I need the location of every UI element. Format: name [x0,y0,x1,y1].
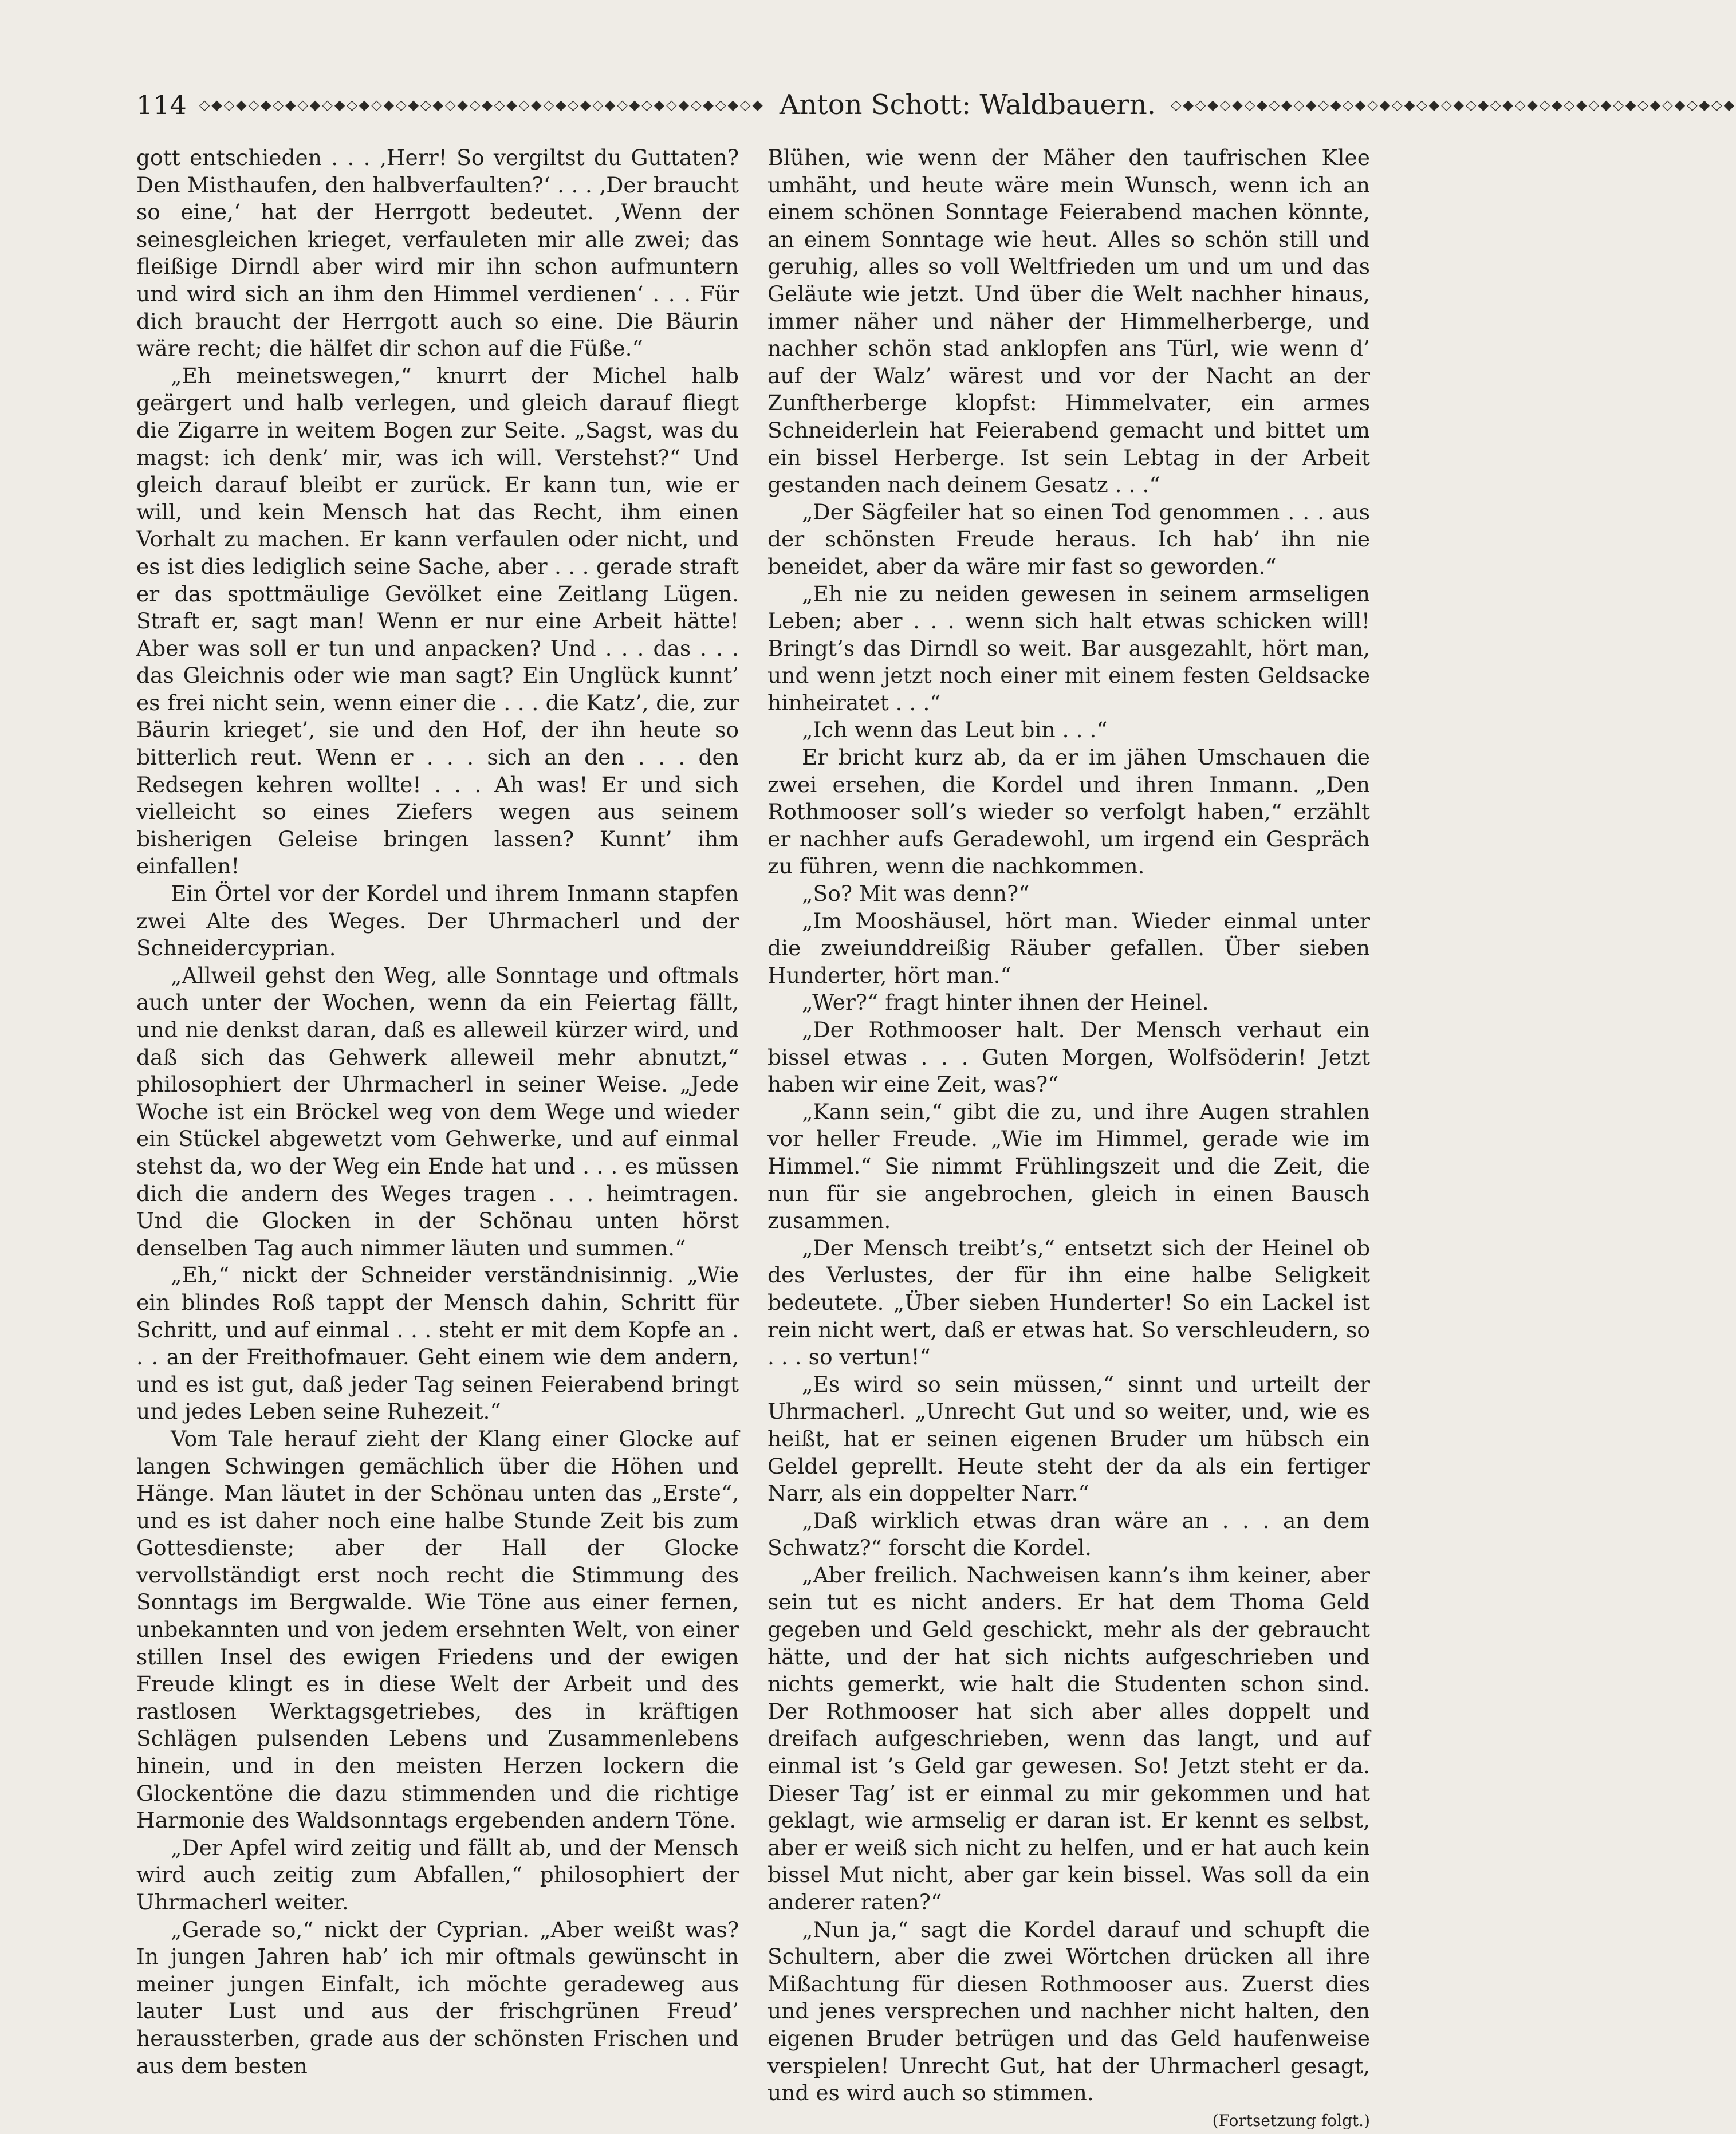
right-column [767,144,1370,2130]
paragraph: „Eh meinetswegen,“ knurrt der Michel halb geärgert und halb verlegen, und gleich darauf fliegt die Zigarre in weitem Bogen zur Seite. „Sagst, was du magst: ich denk’ mir, was ich will. Verstehst?“ Und gleich darauf bleibt er zurück. Er kann tun, wie er will, und kein Mensch hat das Recht, ihm einen Vorhalt zu machen. Er kann verfaulen oder nicht, und es ist dies lediglich seine Sache, aber . . . gerade straft er das spottmäulige Gevölket eine Zeitlang Lügen. Straft er, sagt man! Wenn er nur eine Arbeit hätte! Aber was soll er tun und anpacken? Und . . . das . . . das Gleichnis oder wie man sagt? Ein Unglück kunnt’ es frei nicht sein, wenn einer die . . . die Katz’, die, zur Bäurin krieget’, sie und den Hof, der ihn heute so bitterlich reut. Wenn er . . . sich an den . . . den Redsegen kehren wollte! . . . Ah was! Er und sich vielleicht so eines Ziefers wegen aus seinem bisherigen Geleise bringen lassen? Kunnt’ ihm einfallen! [136,363,739,879]
paragraph: „Kann sein,“ gibt die zu, und ihre Augen strahlen vor heller Freude. „Wie im Himmel, gerade wie im Himmel.“ Sie nimmt Frühlingszeit und die Zeit, die nun für sie angebrochen, gleich in einen Bausch zusammen. [767,1099,1370,1234]
paragraph: „Ich wenn das Leut bin . . .“ [802,717,1108,743]
paragraph: „Der Mensch treibt’s,“ entsetzt sich der Heinel ob des Verlustes, der für ihn eine halbe Seligkeit bedeutete. „Über sieben Hunderter! So ein Lackel ist rein nicht wert, daß er etwas hat. So verschleudern, so . . . so vertun!“ [767,1235,1370,1370]
running-title: Anton Schott: Waldbauern. [779,89,1156,121]
page-header [136,85,1736,125]
paragraph: „Im Mooshäusel, hört man. Wieder einmal unter die zweiunddreißig Räuber gefallen. Über sieben Hunderter, hört man.“ [767,908,1370,988]
paragraph: „Nun ja,“ sagt die Kordel darauf und schupft die Schultern, aber die zwei Wörtchen drücken all ihre Mißachtung für diesen Rothmooser aus. Zuerst dies und jenes versprechen und nachher nicht halten, den eigenen Bruder betrügen und das Geld haufenweise verspielen! Unrecht Gut, hat der Uhrmacherl gesagt, und es wird auch so stimmen. [767,1916,1370,2106]
paragraph: „Eh nie zu neiden gewesen in seinem armseligen Leben; aber . . . wenn sich halt etwas schicken will! Bringt’s das Dirndl so weit. Bar ausgezahlt, hört man, und wenn jetzt noch einer mit einem festen Geldsacke hinheiratet . . .“ [767,581,1370,715]
paragraph: Ein Örtel vor der Kordel und ihrem Inmann stapfen zwei Alte des Weges. Der Uhrmacherl und der Schneidercyprian. [136,881,739,961]
paragraph: gott entschieden . . . ‚Herr! So vergiltst du Guttaten? Den Misthaufen, den halbverfaulten?‘ . . . ‚Der braucht so eine,‘ hat der Herrgott bedeutet. ‚Wenn der seinesgleichen krieget, verfauleten mir alle zwei; das fleißige Dirndl aber wird mir ihn schon aufmuntern und wird sich an ihm den Himmel verdienen‘ . . . Für dich braucht der Herrgott auch so eine. Die Bäurin wäre recht; die hälfet dir schon auf die Füße.“ [136,145,739,361]
paragraph: „So? Mit was denn?“ [802,881,1030,907]
paragraph: „Daß wirklich etwas dran wäre an . . . an dem Schwatz?“ forscht die Kordel. [767,1507,1370,1561]
paragraph: „Aber freilich. Nachweisen kann’s ihm keiner, aber sein tut es nicht anders. Er hat dem Thoma Geld gegeben und Geld geschickt, mehr als der gebraucht hätte, und der hat sich nichts aufgeschrieben und nichts gemerkt, wie halt die Studenten schon sind. Der Rothmooser hat sich aber alles doppelt und dreifach aufgeschrieben, wenn das langt, und auf einmal ist ’s Geld gar gewesen. So! Jetzt steht er da. Dieser Tag’ ist er einmal zu mir gekommen und hat geklagt, wie armselig er daran ist. Er kennt es selbst, aber er weiß sich nicht zu helfen, und er hat auch kein bissel Mut nicht, aber gar kein bissel. Was soll da ein anderer raten?“ [767,1562,1370,1915]
paragraph: Blühen, wie wenn der Mäher den taufrischen Klee umhäht, und heute wäre mein Wunsch, wenn ich an einem schönen Sonntage Feierabend machen könnte, an einem Sonntage wie heut. Alles so schön still und geruhig, alles so voll Weltfrieden um und um und das Geläute wie jetzt. Und über die Welt nachher hinaus, immer näher und näher der Himmelherberge, und nachher schön stad anklopfen ans Türl, wie wenn d’ auf der Walz’ wärest und vor der Nacht an der Zunftherberge klopfst: Himmelvater, ein armes Schneiderlein hat Feierabend gemacht und bittet um ein bissel Herberge. Ist sein Lebtag in der Arbeit gestanden nach deinem Gesatz . . .“ [767,145,1370,498]
paragraph: „Der Apfel wird zeitig und fällt ab, und der Mensch wird auch zeitig zum Abfallen,“ philosophiert der Uhrmacherl weiter. [136,1834,739,1915]
ornament-left: ◇◆◇◆◇◆◇◆◇◆◇◆◇◆◇◆◇◆◇◆◇◆◇◆◇◆◇◆◇◆◇◆◇◆◇◆◇◆◇◆◇◆◇◆◇◆ [199,97,765,113]
page-number: 114 [136,89,187,120]
paragraph: „Allweil gehst den Weg, alle Sonntage und oftmals auch unter der Wochen, wenn da ein Feiertag fällt, und nie denkst daran, daß es alleweil kürzer wird, und daß sich das Gehwerk alleweil mehr abnutzt,“ philosophiert der Uhrmacherl in seiner Weise. „Jede Woche ist ein Bröckel weg von dem Wege und wieder ein Stückel abgewetzt vom Gehwerke, und auf einmal stehst da, wo der Weg ein Ende hat und . . . es müssen dich die andern des Weges tragen . . . heimtragen. Und die Glocken in der Schönau unten hörst denselben Tag auch nimmer läuten und summen.“ [136,962,739,1261]
left-column [136,144,739,2078]
paragraph: „Der Rothmooser halt. Der Mensch verhaut ein bissel etwas . . . Guten Morgen, Wolfsöderin! Jetzt haben wir eine Zeit, was?“ [767,1017,1370,1097]
paragraph: Er bricht kurz ab, da er im jähen Umschauen die zwei ersehen, die Kordel und ihren Inmann. „Den Rothmooser soll’s wieder so verfolgt haben,“ erzählt er nachher aufs Geradewohl, um irgend ein Gespräch zu führen, wenn die nachkommen. [767,745,1370,879]
ornament-right: ◇◆◇◆◇◆◇◆◇◆◇◆◇◆◇◆◇◆◇◆◇◆◇◆◇◆◇◆◇◆◇◆◇◆◇◆◇◆◇◆◇◆◇◆◇◆ [1171,97,1736,113]
paragraph: „Es wird so sein müssen,“ sinnt und urteilt der Uhrmacherl. „Unrecht Gut und so weiter, und, wie es heißt, hat er seinen eigenen Bruder um hübsch ein Geldel geprellt. Heute steht der da als ein fertiger Narr, als ein doppelter Narr.“ [767,1371,1370,1506]
paragraph: „Gerade so,“ nickt der Cyprian. „Aber weißt was? In jungen Jahren hab’ ich mir oftmals gewünscht in meiner jungen Einfalt, ich möchte geradeweg aus lauter Lust und aus der frischgrünen Freud’ heraussterben, grade aus der schönsten Frischen und aus dem besten [136,1916,739,2078]
paragraph: Vom Tale herauf zieht der Klang einer Glocke auf langen Schwingen gemächlich über die Höhen und Hänge. Man läutet in der Schönau unten das „Erste“, und es ist daher noch eine halbe Stunde Zeit bis zum Gottesdienste; aber der Hall der Glocke vervollständigt erst noch recht die Stimmung des Sonntags im Bergwalde. Wie Töne aus einer fernen, unbekannten und von jedem ersehnten Welt, von einer stillen Insel des ewigen Friedens und der ewigen Freude klingt es in diese Welt der Arbeit und des rastlosen Werktagsgetriebes, des in kräftigen Schlägen pulsenden Lebens und Zusammenlebens hinein, und in den meisten Herzen lockern die Glockentöne die dazu stimmenden und die richtige Harmonie des Waldsonntags ergebenden andern Töne. [136,1426,739,1833]
continuation-note: (Fortsetzung folgt.) [1212,2111,1370,2130]
paragraph: „Wer?“ fragt hinter ihnen der Heinel. [802,990,1209,1015]
paragraph: „Der Sägfeiler hat so einen Tod genommen . . . aus der schönsten Freude heraus. Ich hab’ ihn nie beneidet, aber da wäre mir fast so geworden.“ [767,499,1370,579]
paragraph: „Eh,“ nickt der Schneider verständnisinnig. „Wie ein blindes Roß tappt der Mensch dahin, Schritt für Schritt, und auf einmal . . . steht er mit dem Kopfe an . . . an der Freithofmauer. Geht einem wie dem andern, und es ist gut, daß jeder Tag seinen Feierabend bringt und jedes Leben seine Ruhezeit.“ [136,1262,739,1424]
